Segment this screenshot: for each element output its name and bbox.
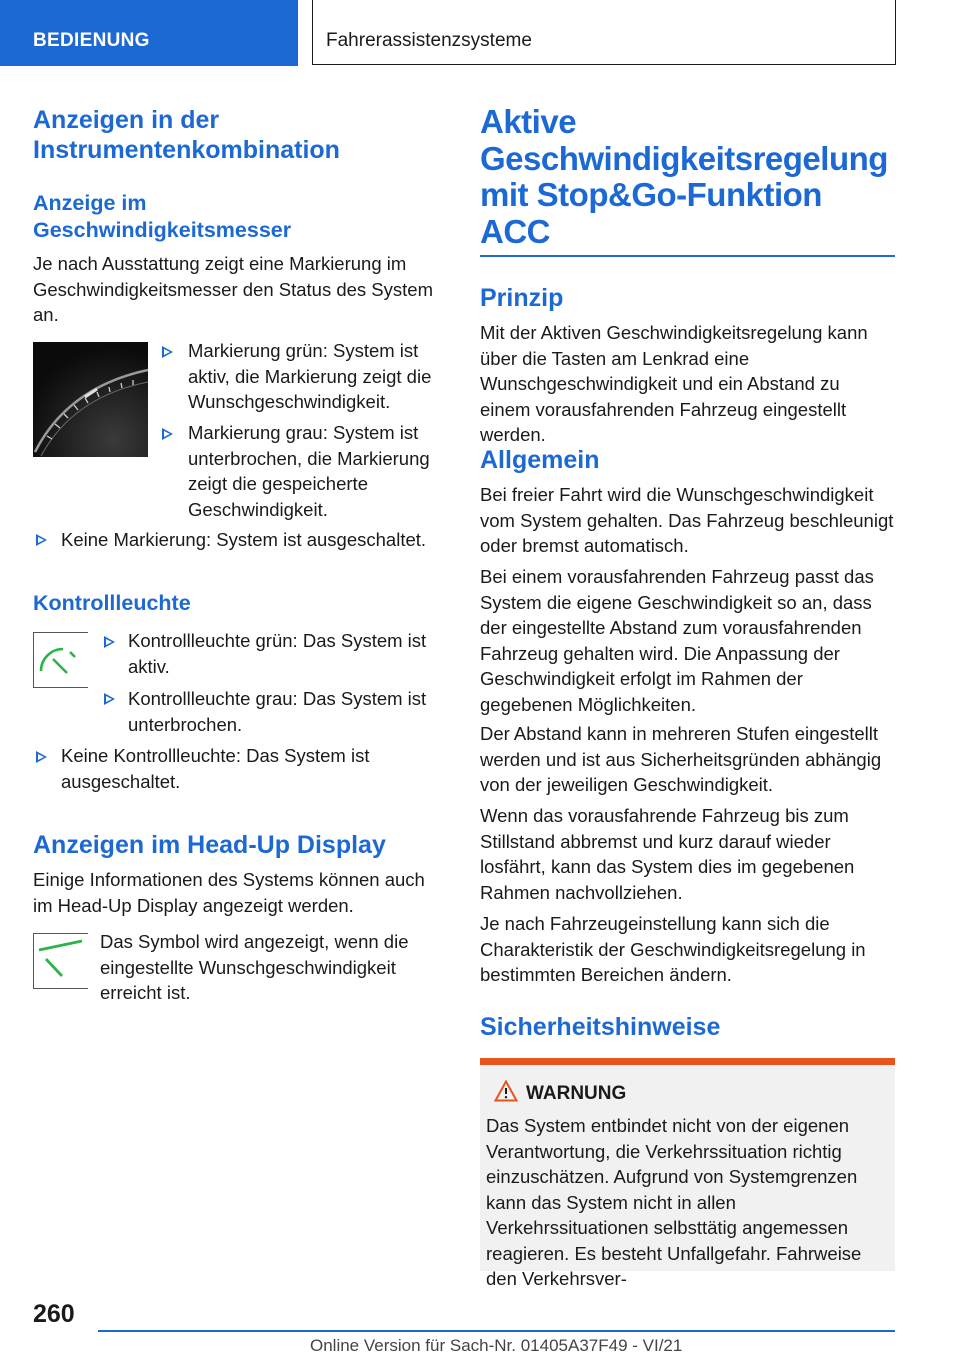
heading-speedometer: Anzeige im Geschwindigkeitsmesser <box>33 191 292 242</box>
text-speedometer-intro: Je nach Ausstattung zeigt eine Markierung im Geschwindigkeitsmesser den Status des System an. <box>33 253 433 325</box>
footer-rule <box>98 1330 895 1332</box>
text-hud-intro: Einige Informationen des Systems können auch im Head-Up Display angezeigt werden. <box>33 869 425 916</box>
warning-text: Das System entbindet nicht von der eigenen Verantwortung, die Verkehrssituation richtig einzuschätzen. Aufgrund von Systemgrenzen kann das System nicht in allen Verkehrssituationen selbsttätig angemessen reagieren. Es besteht Unfallgefahr. Fahrweise den Verkehrsver- <box>486 1115 862 1289</box>
bullet-triangle-icon <box>36 534 47 546</box>
heading-general: Allgemein <box>480 446 600 474</box>
heading-principle: Prinzip <box>480 284 564 312</box>
header-section-label: BEDIENUNG <box>33 30 150 51</box>
heading-safety: Sicherheitshinweise <box>480 1013 721 1041</box>
warning-triangle-icon <box>494 1080 518 1102</box>
warning-box <box>480 1058 895 1289</box>
list-item-marker-green: Markierung grün: System ist aktiv, die Markierung zeigt die Wunschgeschwindigkeit. <box>188 340 432 412</box>
list-item-indicator-none: Keine Kontrollleuchte: Das System ist ausgeschaltet. <box>61 745 370 792</box>
acc-indicator-icon <box>34 633 88 687</box>
indicator-light-image <box>33 632 88 688</box>
page-number: 260 <box>33 1300 75 1328</box>
bullet-triangle-icon <box>162 428 173 440</box>
text-general-1: Bei freier Fahrt wird die Wunschgeschwindigkeit vom System gehalten. Das Fahrzeug beschleunigt oder bremst automatisch. <box>480 484 894 556</box>
bullet-triangle-icon <box>36 751 47 763</box>
heading-displays: Anzeigen in der Instrumentenkombination <box>33 106 340 164</box>
list-item-indicator-green: Kontrollleuchte grün: Das System ist aktiv. <box>128 630 427 677</box>
text-principle: Mit der Aktiven Geschwindigkeitsregelung kann über die Tasten am Lenkrad eine Wunschgeschwindigkeit und ein Abstand zu einem vorausfahrenden Fahrzeug eingestellt werden. <box>480 322 868 445</box>
heading-acc-rule <box>480 255 895 257</box>
list-item-marker-grey: Markierung grau: System ist unterbrochen, die Markierung zeigt die gespeicherte Geschwindigkeit. <box>188 422 430 520</box>
heading-hud: Anzeigen im Head-Up Display <box>33 831 386 859</box>
speedometer-image <box>33 342 148 457</box>
acc-hud-icon <box>34 934 88 988</box>
text-general-4: Wenn das vorausfahrende Fahrzeug bis zum Stillstand abbremst und kurz darauf wieder losfährt, kann das System dies im gegebenen Rahmen nachvollziehen. <box>480 805 855 903</box>
footer-online-version: Online Version für Sach-Nr. 01405A37F49 - VI/21 <box>310 1336 683 1355</box>
text-general-5: Je nach Fahrzeugeinstellung kann sich die Charakteristik der Geschwindigkeitsregelung in bestimmten Bereichen ändern. <box>480 913 866 985</box>
text-hud-symbol: Das Symbol wird angezeigt, wenn die eingestellte Wunschgeschwindigkeit erreicht ist. <box>100 931 409 1003</box>
bullet-triangle-icon <box>104 693 115 705</box>
header-chapter-tab <box>312 0 896 65</box>
header-section-tab <box>0 0 298 66</box>
text-general-2: Bei einem vorausfahrenden Fahrzeug passt das System die eigene Geschwindigkeit so an, dass der eingestellte Abstand zum vorausfahrenden Fahrzeug gehalten wird. Die Anpassung der Geschwindigkeit erfolgt im Rahmen der gegebenen Möglichkeiten. <box>480 566 874 715</box>
heading-indicator: Kontrollleuchte <box>33 591 191 615</box>
warning-title: WARNUNG <box>526 1083 627 1104</box>
bullet-triangle-icon <box>162 346 173 358</box>
hud-symbol-image <box>33 933 88 989</box>
list-item-marker-none: Keine Markierung: System ist ausgeschaltet. <box>61 529 427 550</box>
bullet-triangle-icon <box>104 636 115 648</box>
list-item-indicator-grey: Kontrollleuchte grau: Das System ist unterbrochen. <box>128 688 427 735</box>
heading-acc: Aktive Geschwindigkeitsregelung mit Stop&Go-Funktion ACC <box>480 103 888 250</box>
header-chapter-label: Fahrerassistenzsysteme <box>326 30 532 51</box>
text-general-3: Der Abstand kann in mehreren Stufen eingestellt werden und ist aus Sicherheitsgründen abhängig von der jeweiligen Geschwindigkeit. <box>480 723 882 795</box>
